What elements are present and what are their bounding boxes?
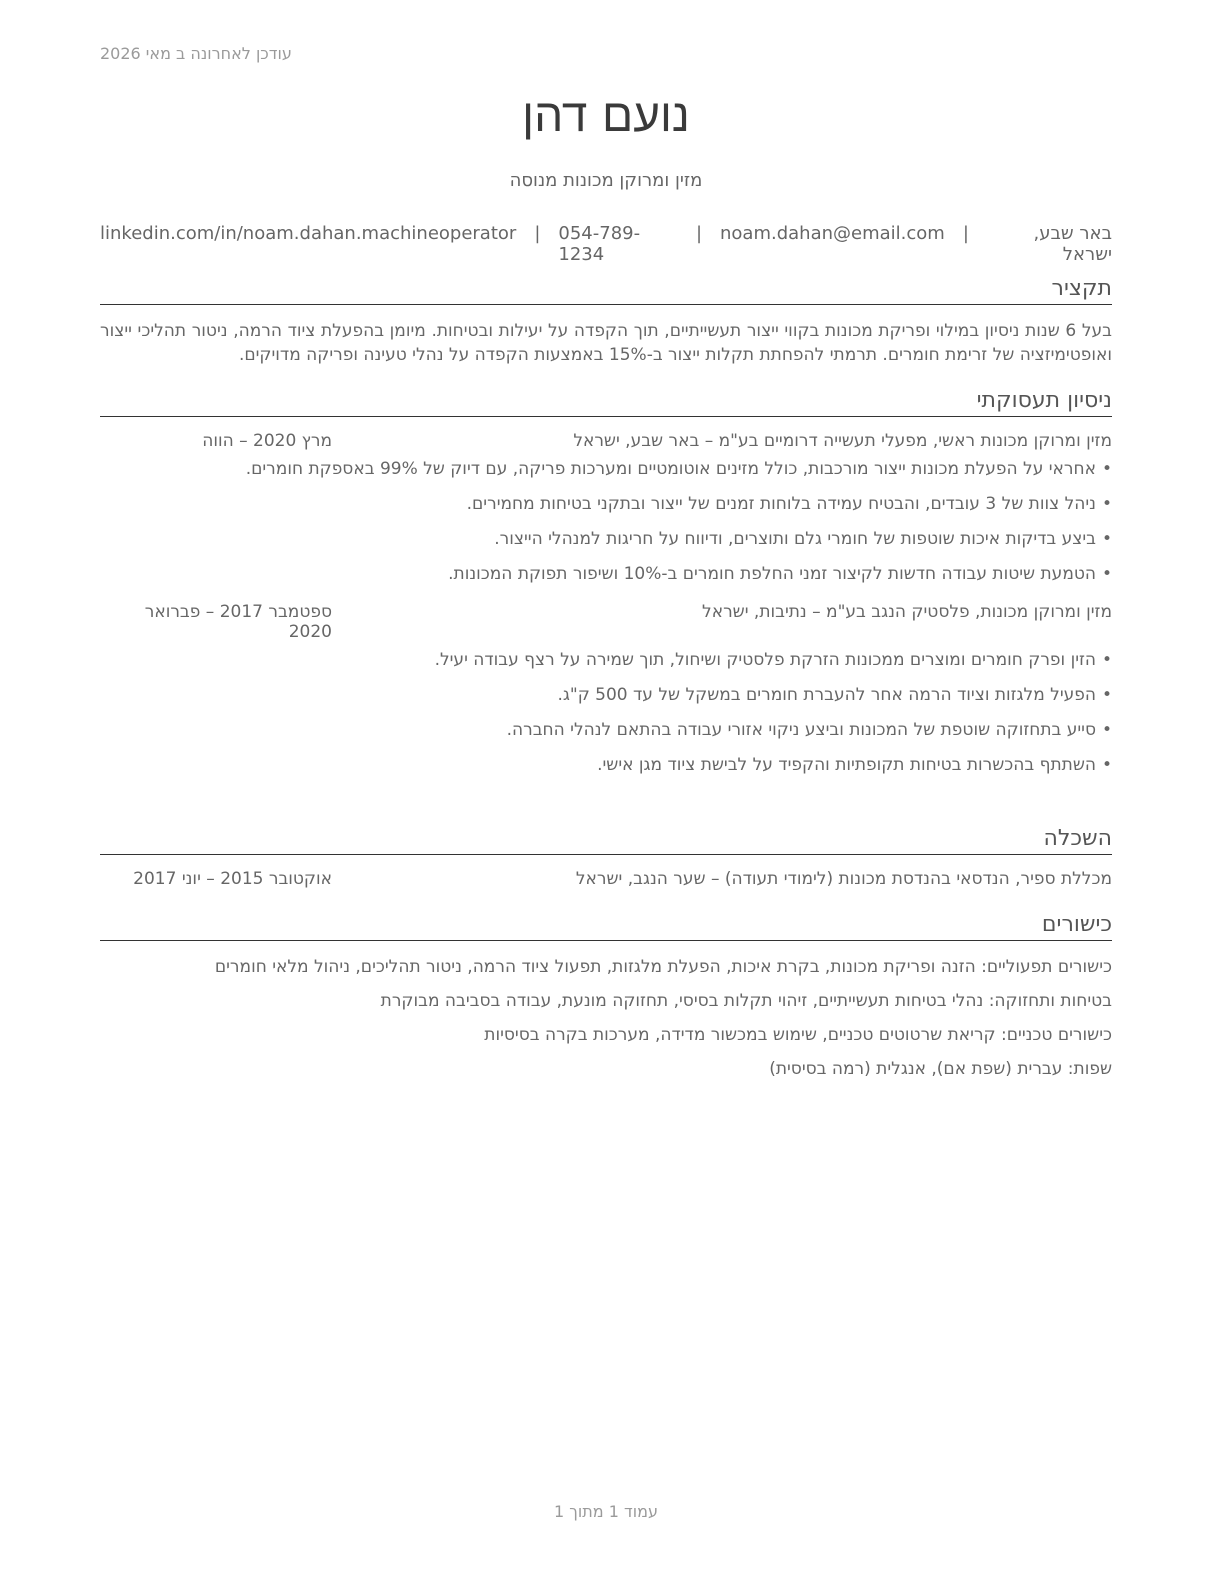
contact-line [100, 223, 1112, 265]
job-bullet: • השתתף בהכשרות בטיחות תקופתיות והקפיד על לבישת ציוד מגן אישי. [100, 753, 1112, 777]
education-dates: אוקטובר 2015 – יוני 2017 [133, 869, 332, 889]
experience-section [100, 388, 1112, 788]
job-bullet: • הטמעת שיטות עבודה חדשות לקיצור זמני החלפת חומרים ב-10% ושיפור תפוקת המכונות. [100, 562, 1112, 586]
contact-location: באר שבע, ישראל [1033, 223, 1112, 265]
skills-section [100, 912, 1112, 1081]
job-bullet: • ניהל צוות של 3 עובדים, והבטיח עמידה בלוחות זמנים של ייצור ובתקני בטיחות מחמירים. [100, 492, 1112, 516]
contact-email[interactable]: noam.dahan@email.com [720, 223, 945, 244]
last-updated: עודכן לאחרונה ב מאי 2026 [100, 44, 292, 63]
job-entry [100, 431, 1112, 586]
experience-heading: ניסיון תעסוקתי [100, 388, 1112, 417]
contact-separator: | [695, 223, 703, 244]
summary-text: בעל 6 שנות ניסיון במילוי ופריקת מכונות בקווי ייצור תעשייתיים, תוך הקפדה על יעילות ובטיחות. מיומן בהפעלת ציוד הרמה, ניטור תהליכי ייצור ואופטימיזציה של זרימת חומרים. תרמתי להפחתת תקלות ייצור ב-15% באמצעות הקפדה על נהלי טעינה ופריקה מדויקים. [100, 321, 1112, 365]
education-section [100, 826, 1112, 889]
job-dates: ספטמבר 2017 – פברואר 2020 [144, 602, 332, 642]
contact-linkedin[interactable]: linkedin.com/in/noam.dahan.machineoperator [100, 223, 517, 244]
contact-separator: | [534, 223, 541, 244]
job-bullet: • ביצע בדיקות איכות שוטפות של חומרי גלם ותוצרים, ודיווח על חריגות למנהלי הייצור. [100, 527, 1112, 551]
job-bullet: • הזין ופרק חומרים ומוצרים ממכונות הזרקת פלסטיק ושיחול, תוך שמירה על רצף עבודה יעיל. [100, 648, 1112, 672]
summary-heading: תקציר [100, 276, 1112, 305]
skills-line: שפות: עברית (שפת אם), אנגלית (רמה בסיסית) [769, 1059, 1112, 1079]
education-heading: השכלה [100, 826, 1112, 855]
education-entry: מכללת ספיר, הנדסאי בהנדסת מכונות (לימודי תעודה) – שער הנגב, ישראל [575, 869, 1112, 889]
candidate-title: מזין ומרוקן מכונות מנוסה [509, 170, 703, 191]
summary-section [100, 276, 1112, 367]
resume-page [100, 0, 1112, 1584]
contact-separator: | [962, 223, 969, 244]
job-bullet: • סייע בתחזוקה שוטפת של המכונות וביצע ניקוי אזורי עבודה בהתאם לנהלי החברה. [100, 718, 1112, 742]
page-number: עמוד 1 מתוך 1 [554, 1502, 658, 1521]
skills-line: בטיחות ותחזוקה: נהלי בטיחות תעשייתיים, זיהוי תקלות בסיסי, תחזוקה מונעת, עבודה בסביבה מבוקרת [380, 991, 1112, 1011]
skills-line: כישורים תפעוליים: הזנה ופריקת מכונות, בקרת איכות, הפעלת מלגזות, תפעול ציוד הרמה, ניטור תהליכים, ניהול מלאי חומרים [214, 957, 1112, 977]
skills-line: כישורים טכניים: קריאת שרטוטים טכניים, שימוש במכשור מדידה, מערכות בקרה בסיסיות [484, 1025, 1112, 1045]
job-bullet: • הפעיל מלגזות וציוד הרמה אחר להעברת חומרים במשקל של עד 500 ק"ג. [100, 683, 1112, 707]
job-entry [100, 602, 1112, 777]
contact-phone[interactable]: 054-789-1234 [558, 223, 641, 265]
job-dates: מרץ 2020 – הווה [202, 431, 332, 451]
skills-heading: כישורים [100, 912, 1112, 941]
job-role: מזין ומרוקן מכונות, פלסטיק הנגב בע"מ – נתיבות, ישראל [702, 602, 1112, 622]
candidate-name: נועם דהן [522, 88, 690, 142]
job-bullet: • אחראי על הפעלת מכונות ייצור מורכבות, כולל מזינים אוטומטיים ומערכות פריקה, עם דיוק של 99% באספקת חומרים. [100, 457, 1112, 481]
job-role: מזין ומרוקן מכונות ראשי, מפעלי תעשייה דרומיים בע"מ – באר שבע, ישראל [573, 431, 1112, 451]
